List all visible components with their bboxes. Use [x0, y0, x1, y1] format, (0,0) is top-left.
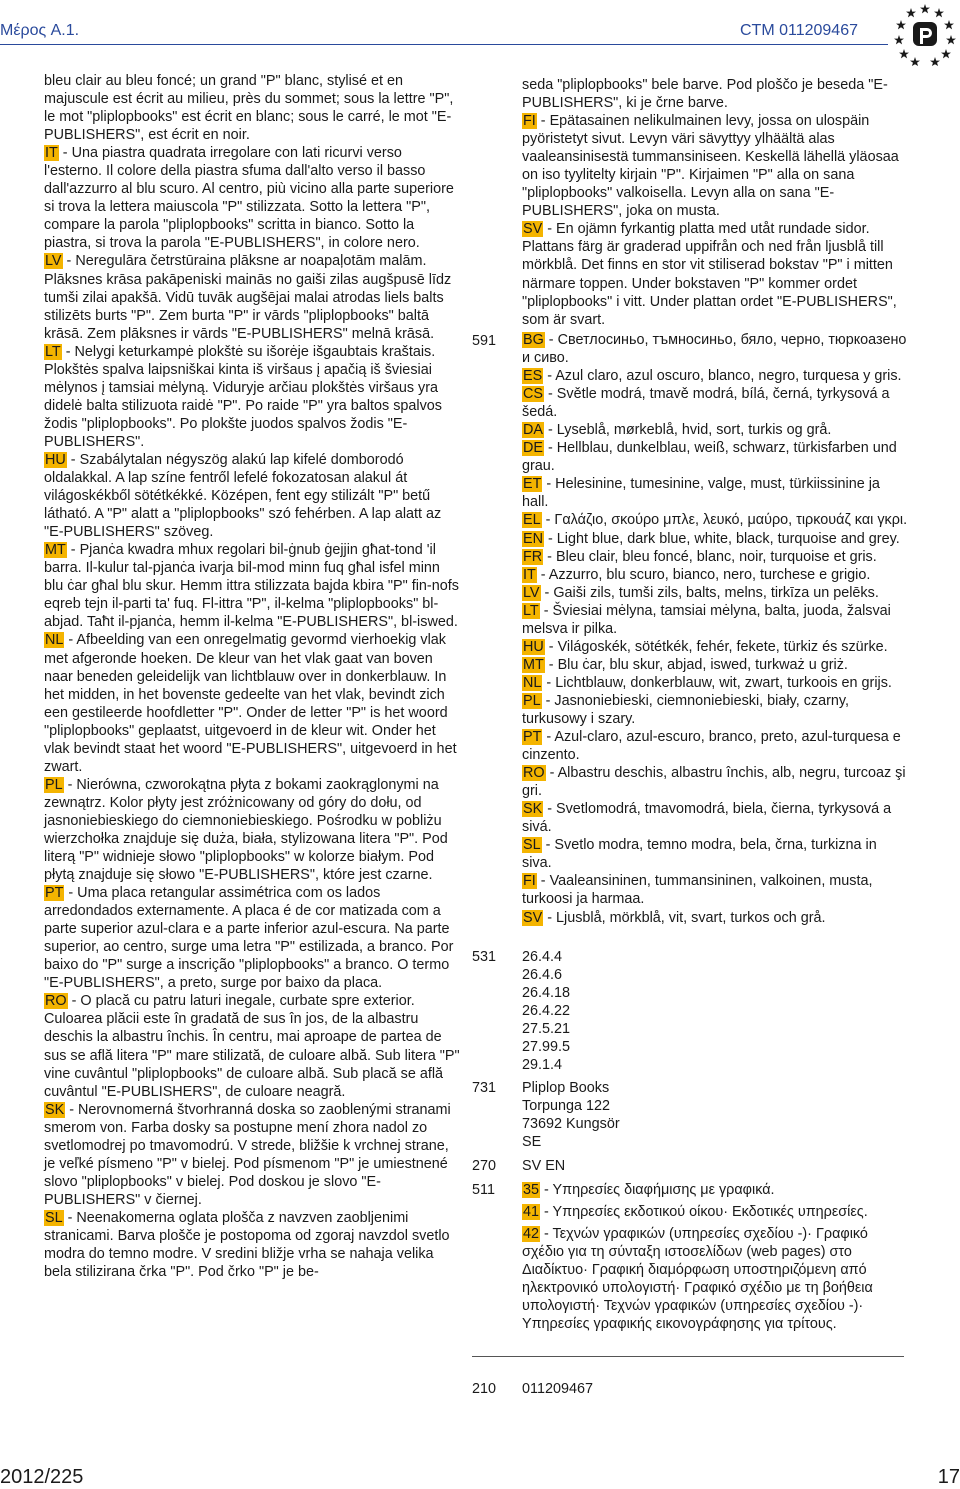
colour-hu: HU - Világoskék, sötétkék, fehér, fekete, türkiz és szürke. [523, 638, 888, 655]
colour-nl: NL - Lichtblauw, donkerblauw, wit, zwart, turkoois en grijs. [523, 674, 892, 691]
section-rule [472, 1356, 904, 1357]
lang-code-pl: PL [45, 776, 63, 793]
colour-it: IT - Azzurro, blu scuro, bianco, nero, turchese e grigio. [523, 566, 871, 583]
field-number-511: 511 [472, 1182, 495, 1198]
colour-ro: RO - Albastru deschis, albastru închis, alb, negru, turcoaz şi gri. [522, 765, 906, 800]
paragraph-sl: SL - Neenakomerna oglata plošča z navzven zaobljenimi stranicami. Barva plošče je postopoma od zgoraj navzdol svetlo modra do temno modre. V sredini bližje vrha se nahaja velika bela stilizirana črka "P". Pod črko "P" je be- [44, 1209, 450, 1281]
header-part-label: Μέρος A.1. [0, 22, 80, 39]
colour-da: DA - Lyseblå, mørkeblå, hvid, sort, turkis og grå. [523, 422, 832, 439]
lang-code-sl: SL [45, 1209, 63, 1226]
colour-es: ES - Azul claro, azul oscuro, blanco, negro, turquesa y gris. [523, 368, 902, 385]
lang-code-lt: LT [45, 343, 61, 360]
paragraph-sk: SK - Nerovnomerná štvorhranná doska so zaoblenými stranami smerom von. Farba dosky sa postupne mení zhora nadol zo svetlomodrej po tmavomodrú. V strede, bližšie k vrchnej strane, je veľké písmeno "P" v bielej. Pod písmenom "P" je umiestnené slovo "pliplopbooks" v bielej. Pod doskou je slovo "E-PUBLISHERS" v čiernej. [44, 1101, 451, 1208]
footer-issue-number: 2012/225 [0, 1466, 84, 1488]
lang-code-sk: SK [45, 1101, 65, 1118]
field-number-210: 210 [472, 1381, 497, 1397]
colour-pt: PT - Azul-claro, azul-escuro, branco, preto, azul-turquesa e cinzento. [522, 729, 901, 764]
paragraph-pt: PT - Uma placa retangular assimétrica com os lados arredondados externamente. A placa é de cor matizada com a parte superior azul-clara e a parte inferior azul-escura. Na parte superior, ao centro, surge uma letra "P" estilizada, a branco. Por baixo do "P" surge a inscrição "pliplopbooks" a branco. O termo "E-PUBLISHERS", a preto, surge por baixo da placa. [44, 885, 454, 992]
paragraph-sv: SV - En ojämn fyrkantig platta med utåt rundade sidor. Plattans färg är graderad uppifrån och ned från ljusblå till mörkblå. Det finns en stor vit stiliserad bokstav "P" i mitten närmare toppen. Under bokstaven "P" kommer ordet "pliplopbooks" i vitt. Under plattan ordet "E-PUBLISHERS", som är svart. [522, 221, 897, 328]
vienna-code: 26.4.18 [522, 985, 571, 1002]
vienna-code: 27.5.21 [522, 1021, 571, 1038]
colour-lv: LV - Gaiši zils, tumši zils, balts, melns, tirkīza un pelēks. [523, 584, 879, 601]
paragraph-fi: FI - Epätasainen nelikulmainen levy, jossa on ulospäin pyöristetyt sivut. Levyn väri sävyttyy ylhäältä alas vaaleansinisestä tummansiniseen. Keskellä lähellä yläosaa on iso tyylitelty kirjain "P". Kirjaimen "P" alla on sana "pliplopbooks" valkoisella. Levyn alla on sana "E-PUBLISHERS", joka on musta. [522, 113, 899, 220]
lang-code-fi: FI [523, 113, 536, 130]
field-210-file-number: 011209467 [522, 1381, 593, 1397]
colour-de: DE - Hellblau, dunkelblau, weiß, schwarz, türkisfarben und grau. [522, 440, 897, 475]
lang-code-sv: SV [523, 221, 543, 238]
field-731-applicant [522, 1079, 908, 1151]
applicant-street: Torpunga 122 [522, 1098, 611, 1115]
colour-pl: PL - Jasnoniebieski, ciemnoniebieski, biały, czarny, turkusowy i szary. [522, 692, 850, 727]
field-591-colours [522, 331, 908, 927]
lang-code-ro: RO [45, 993, 67, 1010]
right-column-description [522, 76, 908, 329]
class-35: 35 - Υπηρεσίες διαφήμισης με γραφικά. [523, 1182, 775, 1198]
field-number-591: 591 [472, 333, 497, 349]
vienna-code: 26.4.22 [522, 1003, 571, 1020]
header-rule [0, 44, 888, 45]
paragraph-mt: MT - Pjanċa kwadra mhux regolari bil-ġnub ġejjin għat-tond 'il barra. Il-kulur tal-pjanċa ivarja bil-mod minn fuq għal isfel minn blu ċar għal blu skur. Hemm ittra stilizzata bajda kbira "P" fin-nofs eqreb tejn il-parti ta' fuq. Fl-ittra "P", il-kelma "pliplopbooks" bl-abjad. Taħt il-pjanċa, hemm il-kelma "E-PUBLISHERS", bl-iswed. [44, 542, 459, 631]
paragraph-hu: HU - Szabálytalan négyszög alakú lap kifelé domborodó oldalakkal. A lap színe fentről lefelé fokozatosan alakul át világoskékből sötétkékké. Középen, fent egy stilizált "P" betű látható. A "P" alatt a "pliplopbooks" szó fehérben. A lap alatt az "E-PUBLISHERS" szöveg. [44, 451, 442, 541]
paragraph-lt: LT - Nelygi keturkampė plokštė su išorėje išgaubtais kraštais. Plokštės spalva laipsniškai kinta iš viršaus į apačią iš šviesiai mėlynos į tamsiai mėlyną. Viduryje arčiau plokštės viršaus yra didelė balta stilizuota raidė "P". Po raide "P" yra baltos spalvos žodis "pliplopbooks". Po plokšte juodos spalvos žodis "E-PUBLISHERS". [44, 343, 442, 450]
lang-code-it: IT [45, 145, 58, 162]
lang-code-lv: LV [45, 253, 62, 270]
colour-en: EN - Light blue, dark blue, white, black, turquoise and grey. [523, 530, 900, 547]
colour-sk: SK - Svetlomodrá, tmavomodrá, biela, čierna, tyrkysová a sivá. [522, 801, 892, 836]
colour-fi: FI - Vaaleansininen, tummansininen, valkoinen, musta, turkoosi ja harmaa. [522, 873, 873, 908]
vienna-code: 27.99.5 [522, 1039, 571, 1056]
paragraph-ro: RO - O placă cu patru laturi inegale, curbate spre exterior. Culoarea plăcii este în gradată de sus în jos, de la albastru deschis la albastru închis. În centru, mai aproape de partea de sus se află litera "P" mare stilizată, de culoare albă. Sub litera "P" vine cuvântul "pliplopbooks" de culoare albă. Sub placă se află cuvântul "E-PUBLISHERS", de culoare neagră. [44, 993, 460, 1100]
lang-code-pt: PT [45, 885, 64, 902]
lang-code-nl: NL [45, 632, 64, 649]
lang-code-mt: MT [45, 542, 66, 559]
colour-fr: FR - Bleu clair, bleu foncé, blanc, noir, turquoise et gris. [523, 548, 877, 565]
vienna-code: 26.4.4 [522, 949, 563, 965]
colour-et: ET - Helesinine, tumesinine, valge, must, türkiissinine ja hall. [522, 476, 880, 511]
vienna-code: 26.4.6 [522, 967, 563, 984]
lang-code-hu: HU [45, 451, 66, 468]
field-number-270: 270 [472, 1158, 497, 1174]
paragraph-it: IT - Una piastra quadrata irregolare con lati ricurvi verso l'esterno. Il colore della piastra sfuma dall'alto verso il basso dall'azzurro al blu scuro. Al centro, più vicino alla parte superiore si trova la lettera maiuscola "P" stilizzata. Sotto la lettera "P", compare la parola "pliplopbooks" scritta in bianco. Sotto la piastra, si trova la parola "E-PUBLISHERS", in colore nero. [44, 145, 454, 252]
footer-page-number: 17 [937, 1466, 960, 1488]
colour-cs: CS - Světle modrá, tmavě modrá, bílá, černá, tyrkysová a šedá. [522, 386, 890, 421]
paragraph-fr-cont: bleu clair au bleu foncé; un grand "P" blanc, stylisé et en majuscule est écrit au milieu, près du sommet; sous la lettre "P", le mot "pliplopbooks" est écrit en blanc; sous le carré, le mot "E-PUBLISHERS", est écrit en noir. [44, 73, 454, 144]
class-42: 42 - Τεχνών γραφικών (υπηρεσίες σχεδίου -)· Γραφικό σχέδιο για τη σύνταξη ιστοσελίδων (web pages) στο Διαδίκτυο· Γραφική διαμόρφωση υποστηριζόμενη από ηλεκτρονικό υπολογιστή· Γραφικό σχέδιο με τη βοήθεια υπολογιστή· Τεχνών γραφικών (υπηρεσίες σχεδίου -)· Υπηρεσίες γραφικής εικονογράφησης για τρίτους. [522, 1226, 873, 1333]
eu-office-logo-icon [893, 2, 957, 66]
paragraph-sl-cont: seda "pliplopbooks" bele barve. Pod ploščo je beseda "E-PUBLISHERS", ki je črne barve. [522, 77, 888, 112]
left-column [44, 72, 462, 1281]
header-ctm-number: CTM 011209467 [740, 22, 858, 39]
colour-lt: LT - Šviesiai mėlyna, tamsiai mėlyna, balta, juoda, žalsvai melsva ir pilka. [522, 602, 891, 637]
colour-bg: BG - Светлосиньо, тъмносиньо, бяло, черно, тюркоазено и сиво. [522, 332, 907, 367]
paragraph-nl: NL - Afbeelding van een onregelmatig gevormd vierhoekig vlak met afgeronde hoeken. De kleur van het vlak gaat van boven naar beneden geleidelijk van lichtblauw over in donkerblauw. In het midden, in het bovenste gedeelte van het vlak, bevindt zich een gestileerde hoofdletter "P". Onder de letter "P" is het woord "pliplopbooks" geplaatst, uitgevoerd in de kleur wit. Onder het vlak bevindt staat het woord "E-PUBLISHERS", uitgevoerd in het zwart. [44, 632, 457, 775]
field-531-vienna-codes [522, 948, 908, 1074]
vienna-code: 29.1.4 [522, 1057, 563, 1074]
colour-sv: SV - Ljusblå, mörkblå, vit, svart, turkos och grå. [523, 909, 826, 926]
class-41: 41 - Υπηρεσίες εκδοτικού οίκου· Εκδοτικές υπηρεσίες. [523, 1204, 868, 1221]
colour-mt: MT - Blu ċar, blu skur, abjad, iswed, turkważ u griż. [523, 656, 848, 673]
colour-sl: SL - Svetlo modra, temno modra, bela, črna, turkizna in siva. [522, 837, 877, 872]
field-511-classes [522, 1181, 908, 1333]
applicant-city: 73692 Kungsör [522, 1116, 620, 1133]
colour-el: EL - Γαλάζιο, σκούρο μπλε, λευκό, μαύρο, τιρκουάζ και γκρι. [523, 512, 908, 529]
applicant-name: Pliplop Books [522, 1080, 610, 1096]
paragraph-lv: LV - Neregulāra četrstūraina plāksne ar noapaļotām malām. Plāksnes krāsa pakāpeniski mainās no gaiši zilas augšpusē līdz tumši zilai apakšā. Vidū tuvāk augšējai malai atrodas liels balts stilizēts burts "P". Zem burta "P" ir vārds "pliplopbooks" baltā krāsā. Zem plāksnes ir vārds "E-PUBLISHERS" melnā krāsā. [44, 253, 452, 342]
paragraph-pl: PL - Nierówna, czworokątna płyta z bokami zaokrąglonymi na zewnątrz. Kolor płyty jest zróżnicowany od góry do dołu, od jasnoniebieskiego do ciemnoniebieskiego. Pośrodku w pobliżu wierzchołka znajduje się duża, biała, stylizowana litera "P". Pod literą "P" widnieje słowo "pliplopbooks" w kolorze białym. Pod płytą znajduje się słowo "E-PUBLISHERS", które jest czarne. [44, 776, 448, 884]
field-number-531: 531 [472, 949, 497, 965]
applicant-country: SE [522, 1134, 542, 1151]
field-270-languages: SV EN [522, 1158, 566, 1174]
field-number-731: 731 [472, 1080, 497, 1096]
